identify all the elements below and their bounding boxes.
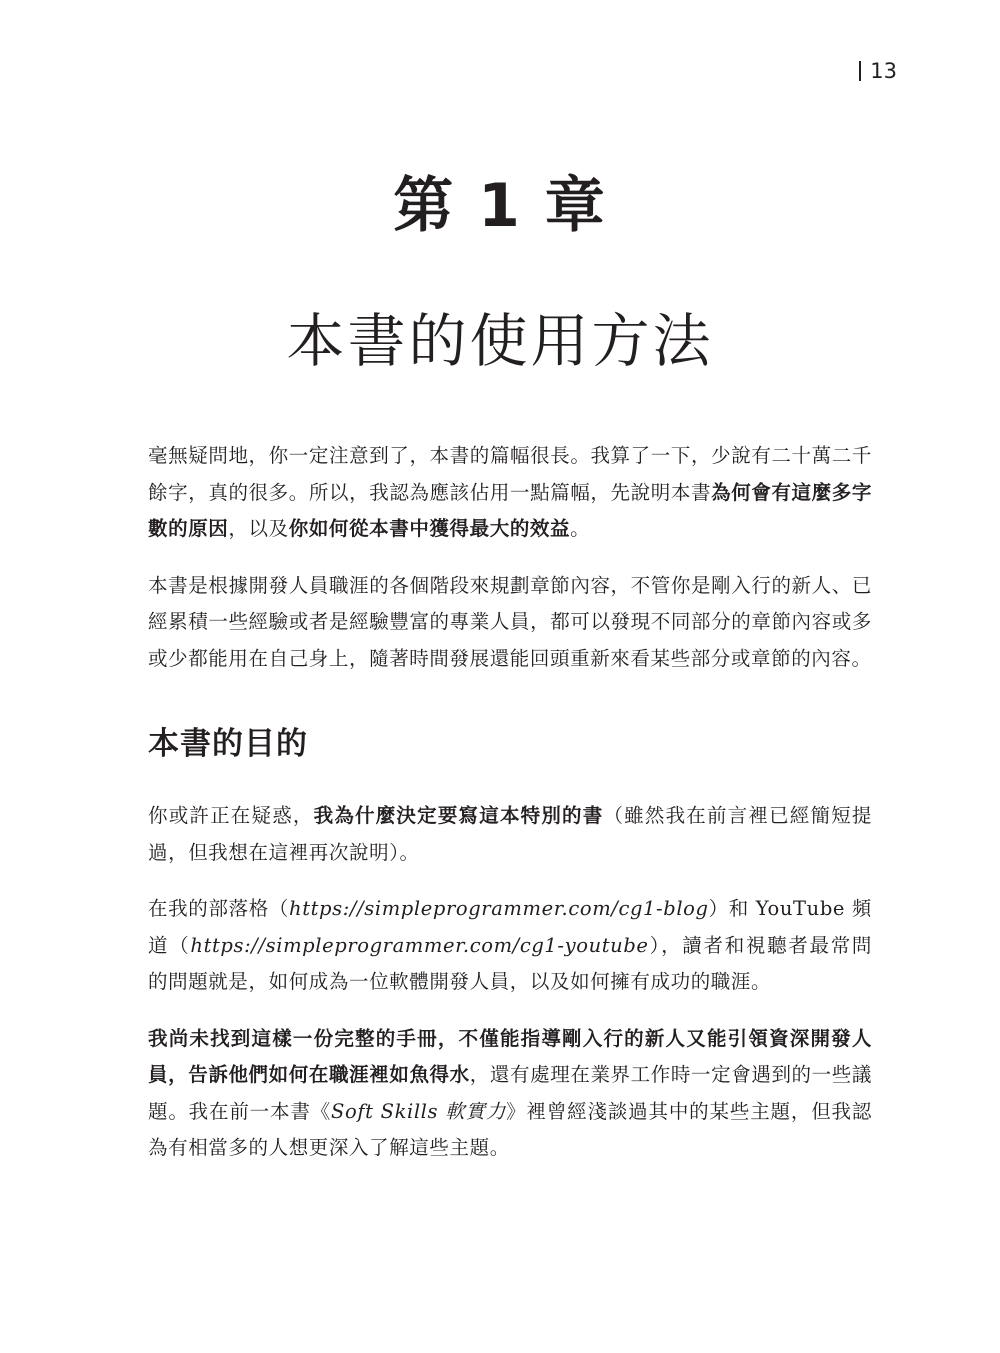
blog-link[interactable]: https://simpleprogrammer.com/cg1-blog — [289, 897, 709, 920]
text-run: 。 — [570, 517, 591, 540]
bold-text: 我為什麼決定要寫這本特別的書 — [313, 804, 604, 827]
page-number-text: 13 — [870, 59, 897, 83]
chapter-title: 本書的使用方法 — [286, 307, 714, 375]
bold-text: 為何會有這麼多字數的原因 — [148, 480, 872, 540]
text-run: 你或許正在疑惑， — [148, 804, 314, 827]
text-run: ，還有處理在業界工作時一定會遇到的一些議題。我在前一本書《 — [148, 1063, 872, 1123]
section-paragraph-1 — [148, 798, 872, 871]
book-title: Soft Skills 軟實力 — [331, 1099, 507, 1123]
text-run: 》裡曾經淺談過其中的某些主題，但我認為有相當多的人想更深入了解這些主題。 — [148, 1099, 872, 1159]
text-run: 在我的部落格（ — [148, 897, 290, 920]
text-run: ），讀者和視聽者最常問的問題就是，如何成為一位軟體開發人員，以及如何擁有成功的職涯。 — [148, 933, 872, 993]
section-paragraph-3 — [148, 1021, 872, 1167]
text-run: （雖然我在前言裡已經簡短提過，但我想在這裡再次說明）。 — [148, 804, 872, 864]
body-content — [148, 438, 872, 1187]
section-heading: 本書的目的 — [148, 726, 308, 762]
section-paragraph-2 — [148, 891, 872, 1001]
page-number-divider — [859, 61, 861, 81]
text-run: ）和 YouTube 頻道（ — [148, 897, 872, 957]
text-run: ，以及 — [228, 517, 289, 540]
bold-text: 我尚未找到這樣一份完整的手冊，不僅能指導剛入行的新人又能引領資深開發人員，告訴他們如何在職涯裡如魚得水 — [148, 1026, 872, 1086]
page-number — [859, 58, 897, 84]
bold-text: 你如何從本書中獲得最大的效益 — [288, 517, 571, 540]
youtube-link[interactable]: https://simpleprogrammer.com/cg1-youtube — [190, 933, 649, 957]
text-run: 毫無疑問地，你一定注意到了，本書的篇幅很長。我算了一下，少說有二十萬二千餘字，真的很多。所以，我認為應該佔用一點篇幅，先說明本書 — [148, 444, 872, 504]
intro-paragraph-2: 本書是根據開發人員職涯的各個階段來規劃章節內容，不管你是剛入行的新人、已經累積一些經驗或者是經驗豐富的專業人員，都可以發現不同部分的章節內容或多或少都能用在自己身上，隨著時間發展還能回頭重新來看某些部分或章節的內容。 — [148, 573, 872, 670]
intro-paragraph-1 — [148, 438, 872, 548]
chapter-label: 第 1 章 — [393, 171, 607, 241]
